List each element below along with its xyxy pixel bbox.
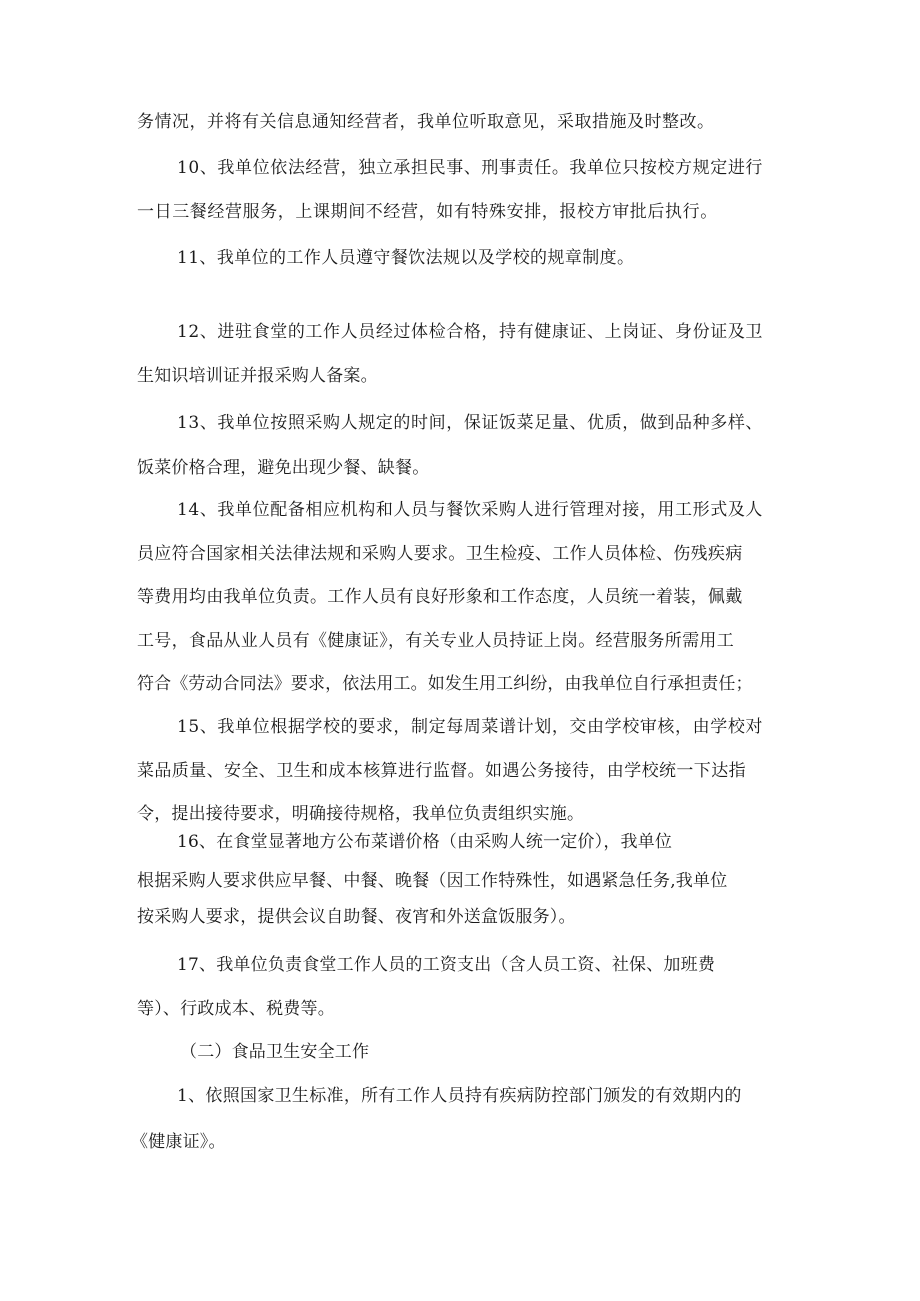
- text-line: 务情况，并将有关信息通知经营者，我单位听取意见，采取措施及时整改。: [137, 112, 715, 132]
- text-line: 生知识培训证并报采购人备案。: [137, 366, 378, 386]
- text-line: 16、在食堂显著地方公布菜谱价格（由采购人统一定价），我单位: [177, 832, 673, 852]
- text-line: 13、我单位按照采购人规定的时间，保证饭菜足量、优质，做到品种多样、: [177, 413, 764, 433]
- text-line: 按采购人要求，提供会议自助餐、夜宵和外送盒饭服务）。: [137, 907, 576, 927]
- text-line: 饭菜价格合理，避免出现少餐、缺餐。: [137, 458, 430, 478]
- text-line: 10、我单位依法经营，独立承担民事、刑事责任。我单位只按校方规定进行: [177, 158, 764, 178]
- text-line: 等费用均由我单位负责。工作人员有良好形象和工作态度，人员统一着装，佩戴: [137, 587, 743, 607]
- text-line: 17、我单位负责食堂工作人员的工资支出（含人员工资、社保、加班费: [177, 955, 716, 975]
- text-line: 符合《劳动合同法》要求，依法用工。如发生用工纠纷，由我单位自行承担责任；: [137, 674, 753, 694]
- text-line: 工号，食品从业人员有《健康证》，有关专业人员持证上岗。经营服务所需用工: [137, 631, 734, 651]
- text-line: 1、依照国家卫生标准，所有工作人员持有疾病防控部门颁发的有效期内的: [177, 1086, 742, 1106]
- text-line: 员应符合国家相关法律法规和采购人要求。卫生检疫、工作人员体检、伤残疾病: [137, 544, 743, 564]
- text-line: 一日三餐经营服务，上课期间不经营，如有特殊安排，报校方审批后执行。: [137, 202, 718, 222]
- text-line: 《健康证》。: [131, 1132, 226, 1152]
- text-line: 菜品质量、安全、卫生和成本核算进行监督。如遇公务接待，由学校统一下达指: [137, 761, 746, 781]
- text-line: 12、进驻食堂的工作人员经过体检合格，持有健康证、上岗证、身份证及卫: [177, 322, 764, 342]
- text-line: 15、我单位根据学校的要求，制定每周菜谱计划，交由学校审核，由学校对: [177, 717, 764, 737]
- text-line: 等）、行政成本、税费等。: [137, 999, 335, 1019]
- text-line: 令，提出接待要求，明确接待规格，我单位负责组织实施。: [137, 804, 585, 824]
- section-heading: （二）食品卫生安全工作: [180, 1042, 370, 1062]
- text-line: 14、我单位配备相应机构和人员与餐饮采购人进行管理对接，用工形式及人: [177, 500, 764, 520]
- text-line: 根据采购人要求供应早餐、中餐、晚餐（因工作特殊性，如遇紧急任务,我单位: [137, 871, 728, 891]
- text-line: 11、我单位的工作人员遵守餐饮法规以及学校的规章制度。: [177, 248, 635, 268]
